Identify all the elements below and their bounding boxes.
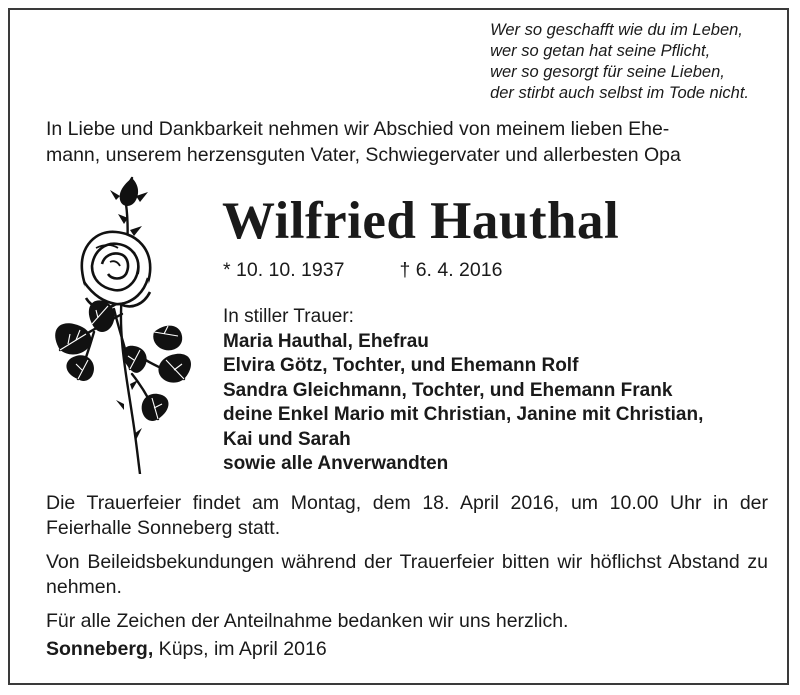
poem-line: Wer so geschafft wie du im Leben, [490, 21, 743, 39]
mourner-line: deine Enkel Mario mit Christian, Janine mit Christian, [223, 404, 704, 425]
mourner-line: sowie alle Anverwandten [223, 453, 449, 474]
signature-rest: Küps, im April 2016 [153, 638, 327, 660]
info-paragraph: Für alle Zeichen der Anteilnahme bedanken wir uns herzlich. [46, 610, 569, 632]
rose-icon [34, 174, 194, 474]
poem-line: der stirbt auch selbst im Tode nicht. [490, 84, 749, 102]
mourners-list [223, 305, 703, 477]
poem-line: wer so gesorgt für seine Lieben, [490, 63, 725, 81]
info-paragraph: Die Trauerfeier findet am Montag, dem 18. April 2016, um 10.00 Uhr in der Feierhalle Sonneberg statt. [46, 492, 768, 539]
signature-place: Sonneberg, [46, 638, 154, 660]
death-date: † 6. 4. 2016 [399, 259, 503, 281]
signature [46, 636, 327, 662]
obituary-card [8, 8, 789, 685]
info-paragraph: Von Beileidsbekundungen während der Trauerfeier bitten wir höflichst Abstand zu nehmen. [46, 551, 768, 598]
birth-date: * 10. 10. 1937 [223, 259, 345, 281]
mourners-lead: In stiller Trauer: [223, 306, 354, 327]
deceased-name: Wilfried Hauthal [222, 192, 620, 250]
intro-line: In Liebe und Dankbarkeit nehmen wir Abschied von meinem lieben Ehe- [46, 118, 670, 140]
mourner-line: Elvira Götz, Tochter, und Ehemann Rolf [223, 355, 579, 376]
poem [490, 20, 749, 104]
intro-line: mann, unserem herzensguten Vater, Schwiegervater und allerbesten Opa [46, 144, 681, 166]
mourner-line: Sandra Gleichmann, Tochter, und Ehemann Frank [223, 379, 673, 401]
mourner-line: Kai und Sarah [223, 428, 351, 450]
intro-text [46, 116, 768, 168]
life-dates [223, 257, 502, 283]
poem-line: wer so getan hat seine Pflicht, [490, 42, 711, 60]
mourner-line: Maria Hauthal, Ehefrau [223, 330, 429, 352]
info-text [46, 491, 768, 634]
